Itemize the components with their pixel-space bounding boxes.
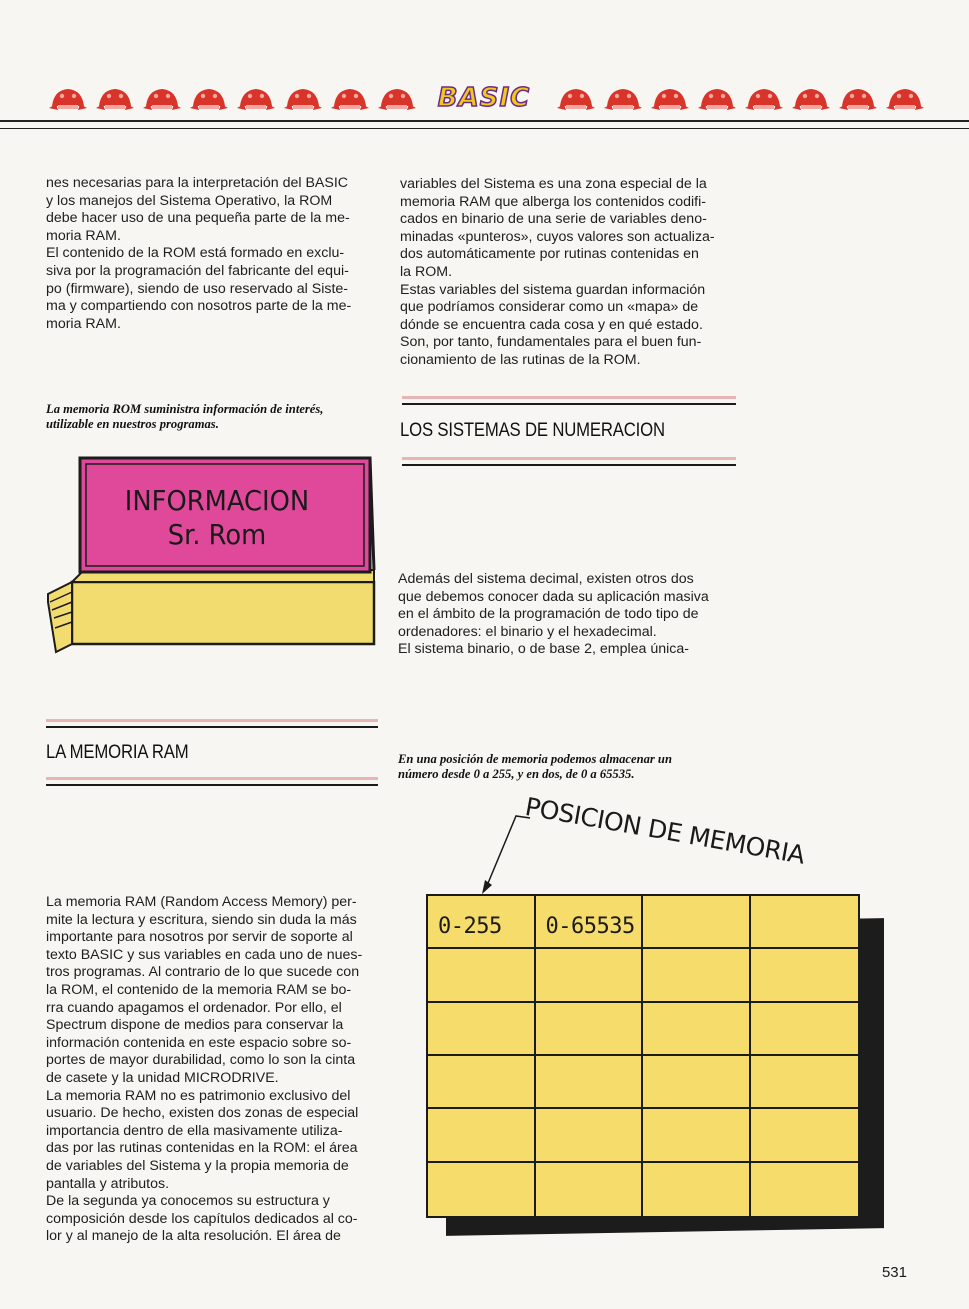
mascot-icon [650,84,690,112]
posicion-memoria-label: POSICION DE MEMORIA [522,792,807,870]
num-section-title: LOS SISTEMAS DE NUMERACION [400,420,665,441]
page-number: 531 [881,1264,907,1281]
num-section-rule-top [402,403,736,405]
mascot-icon [556,84,596,112]
rom-caption: La memoria ROM suministra información de interés, utilizable en nuestros programas. [46,402,324,431]
header-mascots-left [48,84,417,118]
memory-cell [751,1163,859,1216]
ram-section-pink-rule-bottom [46,777,378,780]
ram-section-pink-rule-top [46,719,378,722]
num-section-rule-bottom [402,464,736,466]
memory-cell [643,1109,751,1162]
mascot-icon [885,84,925,112]
memory-cell [536,1003,644,1056]
num-section-pink-rule-bottom [402,457,736,460]
memory-cell [643,896,751,949]
header-rule-top [0,120,969,122]
mascot-icon [236,84,276,112]
mascot-icon [189,84,229,112]
memory-cell [428,1003,536,1056]
memory-cell [751,1056,859,1109]
memory-cell [643,1003,751,1056]
sign-line-2: Sr. Rom [167,518,267,551]
memory-cell [643,1056,751,1109]
memory-cell: 0-255 [428,896,536,949]
ram-section-title: LA MEMORIA RAM [46,742,189,763]
memory-caption: En una posición de memoria podemos almacenar un número desde 0 a 255, y en dos, de 0 a 65535. [398,752,672,781]
mascot-icon [283,84,323,112]
pointer-arrow [478,812,538,896]
header-mascots-right [556,84,925,118]
memory-cell [428,949,536,1002]
memory-cell [751,949,859,1002]
sign-line-1: INFORMACION [124,484,310,517]
mascot-icon [838,84,878,112]
mascot-icon [95,84,135,112]
left-paragraph-1: nes necesarias para la interpretación del BASIC y los manejos del Sistema Operativo, la ROM debe hacer uso de una pequeña parte de la me- moria RAM. El contenido de la ROM está formado en exclu- siva por la programación del fabricante del equi- po (firmware), siendo de uso reservado al Siste- ma y compartiendo con nosotros parte de la me- moria RAM. [46,175,352,332]
memory-cell [428,1109,536,1162]
memory-cell [428,1056,536,1109]
memory-cell: 0-65535 [536,896,644,949]
memory-cell [751,896,859,949]
mascot-icon [377,84,417,112]
mascot-icon [744,84,784,112]
num-section-pink-rule-top [402,396,736,399]
memory-cell [536,949,644,1002]
memory-cell [751,1003,859,1056]
mascot-icon [603,84,643,112]
header-rule-bottom [0,128,969,129]
mascot-icon [697,84,737,112]
right-paragraph-1: variables del Sistema es una zona especial de la memoria RAM que alberga los contenidos codifi- cados en binario de una serie de variables deno- minadas «punteros», cuyos valores son actualiza- dos automáticamente por rutinas contenidas en la ROM. Estas variables del sistema guardan información que podríamos considerar como un «mapa» de dónde se encuentra cada cosa y en qué estado. Son, por tanto, fundamentales para el buen fun- cionamiento de las rutinas de la ROM. [400,176,715,368]
memory-cell [428,1163,536,1216]
mascot-icon [48,84,88,112]
ram-section-rule-bottom [46,784,378,786]
memory-cell [536,1056,644,1109]
mascot-icon [142,84,182,112]
basic-logo: BASIC [437,83,531,113]
memory-grid [426,894,860,1218]
left-paragraph-2: La memoria RAM (Random Access Memory) per- mite la lectura y escritura, siendo sin duda la más importante para nosotros por servir de soporte al texto BASIC y sus variables en cada uno de nues- tros programas. Al contrario de lo que sucede con la ROM, el contenido de la memoria RAM se bo- rra cuando apagamos el ordenador. Por ello, el Spectrum dispone de medios para conservar la información contenida en este espacio sobre so- portes de mayor durabilidad, como lo son la cinta de casete y la unidad MICRODRIVE. La memoria RAM no es patrimonio exclusivo del usuario. De hecho, existen dos zonas de especial importancia dentro de ella masivamente utiliza- das por las rutinas contenidas en la ROM: el área de variables del Sistema y la propia memoria de pantalla y atributos. De la segunda ya conocemos su estructura y composición desde los capítulos dedicados al co- lor y al manejo de la alta resolución. El área de [46,894,363,1245]
right-paragraph-2: Además del sistema decimal, existen otros dos que debemos conocer dada su aplicación masiva en el ámbito de la programación de todo tipo de ordenadores: el binario y el hexadecimal. El sistema binario, o de base 2, emplea única- [398,571,709,658]
memory-cell [536,1109,644,1162]
mascot-icon [791,84,831,112]
mascot-icon [330,84,370,112]
memory-cell [643,949,751,1002]
memory-cell [536,1163,644,1216]
memory-cell [643,1163,751,1216]
ram-section-rule-top [46,726,378,728]
memory-cell [751,1109,859,1162]
